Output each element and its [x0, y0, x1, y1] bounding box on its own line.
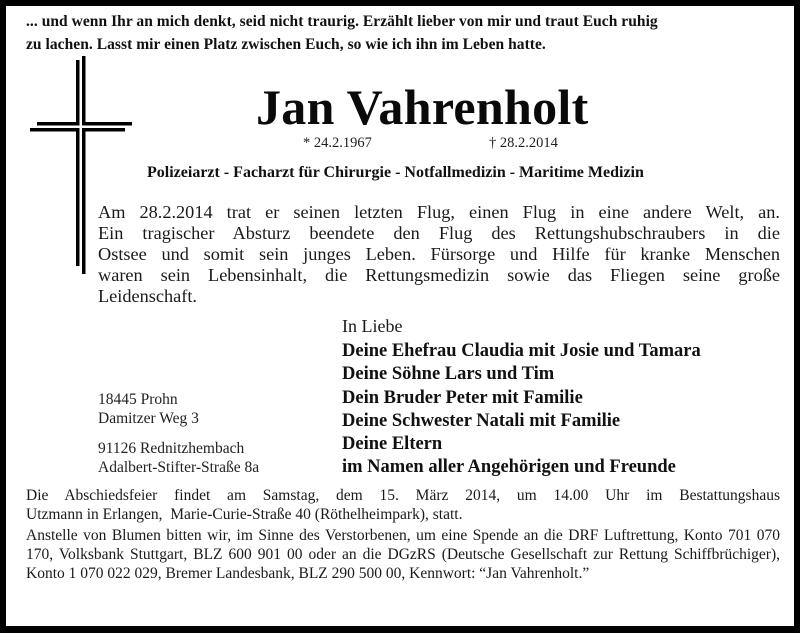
- in-liebe-label: In Liebe: [342, 316, 403, 336]
- bio-line: Ostsee und somit sein junges Leben. Fürsorge und Hilfe für kranke Menschen: [98, 244, 780, 264]
- birth-date: * 24.2.1967: [303, 135, 372, 151]
- mourner-line: im Namen aller Angehörigen und Freunde: [342, 457, 676, 478]
- quote-line-2: zu lachen. Lasst mir einen Platz zwischen Euch, so wie ich ihn im Leben hatte.: [26, 36, 546, 53]
- mourner-line: Deine Eltern: [342, 434, 443, 455]
- obituary-card: [6, 6, 794, 626]
- mourner-line: Deine Ehefrau Claudia mit Josie und Tamara: [342, 341, 701, 361]
- address-street: Adalbert-Stifter-Straße 8a: [98, 459, 260, 476]
- address-city: 18445 Prohn: [98, 391, 178, 408]
- address-rednitzhembach: [98, 439, 259, 477]
- address-city: 91126 Rednitzhembach: [98, 440, 245, 457]
- bio-line: Ein tragischer Absturz beendete den Flug des Rettungshubschraubers in die: [98, 223, 780, 243]
- bio-line: Leidenschaft.: [98, 286, 197, 306]
- ceremony-line-2: Utzmann in Erlangen, Marie-Curie-Straße 40 (Röthelheimpark), statt.: [26, 506, 463, 523]
- quote-line-1: ... und wenn Ihr an mich denkt, seid nicht traurig. Erzählt lieber von mir und traut Euch ruhig: [26, 13, 658, 30]
- bio-line: Am 28.2.2014 trat er seinen letzten Flug, einen Flug in eine andere Welt, an.: [98, 202, 780, 222]
- mourner-line: Dein Bruder Peter mit Familie: [342, 387, 583, 408]
- mourners-list: [342, 340, 701, 480]
- death-date: † 28.2.2014: [489, 135, 558, 151]
- donation-text: Anstelle von Blumen bitten wir, im Sinne des Verstorbenen, um eine Spende an die DRF Luftrettung, Konto 701 070 170, Volksbank Stuttgart, BLZ 600 901 00 oder an die DGzRS (Deutsche Gesellschaft zur Rettung Schiffbrüchiger), Konto 1 070 022 029, Bremer Landesbank, BLZ 290 500 00, Kennwort: “Jan Vahrenholt.”: [26, 527, 780, 582]
- profession: Polizeiarzt - Facharzt für Chirurgie - Notfallmedizin - Maritime Medizin: [147, 164, 644, 181]
- mourner-line: Deine Schwester Natali mit Familie: [342, 410, 621, 431]
- donation-notice: [26, 526, 780, 583]
- ceremony-notice: [26, 486, 780, 524]
- mourner-line: Deine Söhne Lars und Tim: [342, 364, 555, 385]
- address-prohn: [98, 390, 199, 428]
- bio-line: waren sein Lebensinhalt, die Rettungsmedizin sowie das Fliegen seine große: [98, 265, 780, 285]
- deceased-name: Jan Vahrenholt: [256, 79, 589, 135]
- ceremony-line-1: Die Abschiedsfeier findet am Samstag, dem 15. März 2014, um 14.00 Uhr im Bestattungshaus: [26, 487, 780, 504]
- address-street: Damitzer Weg 3: [98, 410, 199, 427]
- biography: [98, 202, 780, 307]
